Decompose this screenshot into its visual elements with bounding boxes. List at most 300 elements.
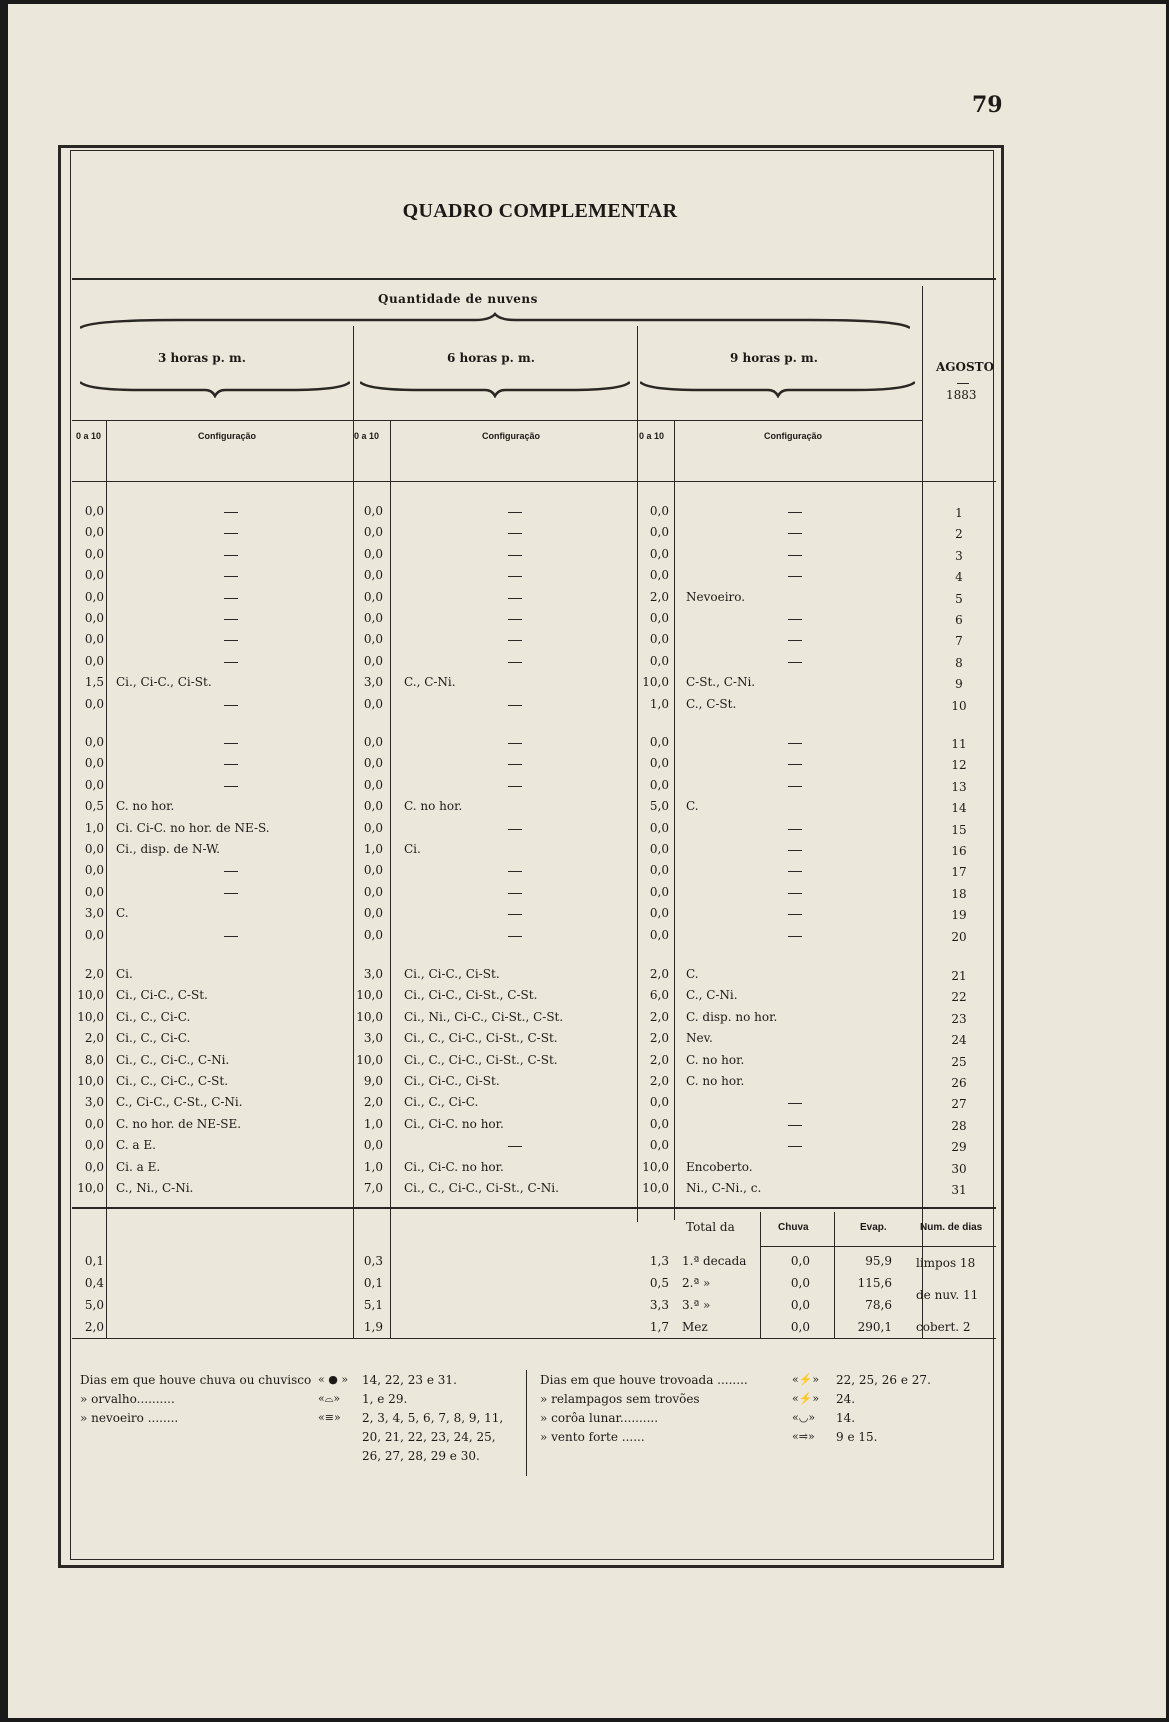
empty-dash	[224, 662, 238, 663]
day-number: 7	[955, 634, 963, 648]
legend-right-label: Dias em que houve trovoada ........	[540, 1373, 748, 1387]
value-6h: 1,0	[363, 842, 383, 856]
value-6h: 0,0	[363, 547, 383, 561]
value-3h: 3,0	[84, 906, 104, 920]
value-6h: 0,0	[363, 799, 383, 813]
empty-dash	[224, 893, 238, 894]
value-9h: 2,0	[649, 1031, 669, 1045]
config-9h-cell: C., C-St.	[686, 697, 737, 711]
col-divider	[106, 420, 107, 1338]
empty-dash	[508, 640, 522, 641]
summary-evap: 115,6	[857, 1276, 892, 1290]
value-9h: 0,0	[649, 568, 669, 582]
legend-left-days: 2, 3, 4, 5, 6, 7, 8, 9, 11,	[362, 1411, 504, 1425]
value-9h: 0,0	[649, 735, 669, 749]
config-3h-cell: Ci. a E.	[116, 1160, 161, 1174]
value-3h: 0,5	[84, 799, 104, 813]
config-6h-cell: C. no hor.	[404, 799, 463, 813]
day-number: 21	[951, 969, 967, 983]
config-3h-cell: Ci., C., Ci-C.	[116, 1010, 191, 1024]
empty-dash	[224, 512, 238, 513]
day-number: 17	[951, 865, 967, 879]
scale-6h: 0 a 10	[354, 431, 380, 441]
empty-dash	[508, 598, 522, 599]
summary-chuva: 0,0	[790, 1254, 810, 1268]
clouds-header: Quantidade de nuvens	[378, 292, 538, 306]
value-3h: 1,5	[84, 675, 104, 689]
config-9h-cell: C.	[686, 799, 699, 813]
empty-dash	[508, 914, 522, 915]
day-number: 28	[951, 1119, 967, 1133]
summary-chuva: 0,0	[790, 1320, 810, 1334]
summary-6h: 0,1	[363, 1276, 383, 1290]
legend-left-label: » nevoeiro ........	[80, 1411, 179, 1425]
summary-6h: 0,3	[363, 1254, 383, 1268]
empty-dash	[508, 619, 522, 620]
value-9h: 0,0	[649, 504, 669, 518]
summary-3h: 2,0	[84, 1320, 104, 1334]
config-6h-cell: Ci., C., Ci-C., Ci-St., C-St.	[404, 1053, 558, 1067]
summary-col	[760, 1212, 761, 1338]
value-9h: 0,0	[649, 547, 669, 561]
limpos-count: limpos 18	[916, 1256, 976, 1270]
value-6h: 0,0	[363, 568, 383, 582]
empty-dash	[508, 662, 522, 663]
empty-dash	[788, 743, 802, 744]
value-9h: 0,0	[649, 654, 669, 668]
value-3h: 0,0	[84, 1117, 104, 1131]
day-number: 10	[951, 699, 967, 713]
legend-right-label: » vento forte ......	[540, 1430, 645, 1444]
value-9h: 0,0	[649, 1138, 669, 1152]
empty-dash	[224, 576, 238, 577]
value-3h: 0,0	[84, 611, 104, 625]
legend-right-days: 9 e 15.	[836, 1430, 878, 1444]
page-number: 79	[972, 92, 1003, 118]
value-9h: 0,0	[649, 821, 669, 835]
day-number: 24	[951, 1033, 967, 1047]
day-number: 4	[955, 570, 963, 584]
summary-rule	[760, 1246, 996, 1247]
config-9h-cell: C-St., C-Ni.	[686, 675, 756, 689]
value-6h: 0,0	[363, 590, 383, 604]
col-divider	[922, 286, 923, 1338]
row-divider	[72, 1207, 996, 1209]
value-9h: 0,0	[649, 863, 669, 877]
summary-9h: 3,3	[649, 1298, 669, 1312]
empty-dash	[788, 871, 802, 872]
empty-dash	[788, 662, 802, 663]
config-6h-cell: Ci., Ni., Ci-C., Ci-St., C-St.	[404, 1010, 564, 1024]
year-label: 1883	[946, 388, 977, 402]
value-6h: 3,0	[363, 1031, 383, 1045]
value-3h: 0,0	[84, 1160, 104, 1174]
config-9h-cell: Encoberto.	[686, 1160, 753, 1174]
value-9h: 0,0	[649, 1117, 669, 1131]
value-3h: 0,0	[84, 504, 104, 518]
value-9h: 2,0	[649, 1010, 669, 1024]
day-number: 9	[955, 677, 963, 691]
empty-dash	[224, 619, 238, 620]
config-6h-cell: Ci., Ci-C., Ci-St.	[404, 1074, 500, 1088]
empty-dash	[224, 705, 238, 706]
day-number: 2	[955, 527, 963, 541]
value-3h: 0,0	[84, 697, 104, 711]
legend-left-label: Dias em que houve chuva ou chuvisco	[80, 1373, 312, 1387]
config-6h-cell: Ci., Ci-C., Ci-St., C-St.	[404, 988, 538, 1002]
config-3h-cell: Ci., C., Ci-C., C-St.	[116, 1074, 229, 1088]
day-number: 11	[951, 737, 967, 751]
day-number: 27	[951, 1097, 967, 1111]
value-3h: 10,0	[77, 1181, 104, 1195]
empty-dash	[788, 914, 802, 915]
empty-dash	[788, 512, 802, 513]
summary-9h: 1,7	[649, 1320, 669, 1334]
empty-dash	[508, 829, 522, 830]
config-9h: Configuração	[764, 431, 823, 441]
period-3h-label: 3 horas p. m.	[158, 351, 246, 365]
value-6h: 0,0	[363, 756, 383, 770]
value-6h: 1,0	[363, 1160, 383, 1174]
value-3h: 2,0	[84, 967, 104, 981]
day-number: 6	[955, 613, 963, 627]
value-6h: 0,0	[363, 525, 383, 539]
summary-evap: 95,9	[865, 1254, 892, 1268]
value-9h: 0,0	[649, 611, 669, 625]
legend-divider	[526, 1370, 527, 1476]
config-3h-cell: C.	[116, 906, 129, 920]
value-6h: 2,0	[363, 1095, 383, 1109]
config-3h: Configuração	[198, 431, 257, 441]
config-6h-cell: Ci., Ci-C. no hor.	[404, 1117, 504, 1131]
row-divider	[72, 1338, 996, 1339]
value-3h: 0,0	[84, 735, 104, 749]
value-6h: 0,0	[363, 821, 383, 835]
value-9h: 0,0	[649, 842, 669, 856]
cobert-count: cobert. 2	[916, 1320, 971, 1334]
empty-dash	[508, 936, 522, 937]
value-6h: 0,0	[363, 735, 383, 749]
value-3h: 0,0	[84, 1138, 104, 1152]
value-3h: 0,0	[84, 842, 104, 856]
value-9h: 10,0	[642, 1181, 669, 1195]
value-6h: 10,0	[356, 1053, 383, 1067]
value-9h: 0,0	[649, 632, 669, 646]
empty-dash	[224, 640, 238, 641]
month-dash	[957, 383, 969, 384]
empty-dash	[508, 576, 522, 577]
empty-dash	[788, 893, 802, 894]
value-3h: 10,0	[77, 988, 104, 1002]
value-3h: 0,0	[84, 654, 104, 668]
value-3h: 10,0	[77, 1010, 104, 1024]
legend-left-days: 20, 21, 22, 23, 24, 25,	[362, 1430, 496, 1444]
value-6h: 3,0	[363, 675, 383, 689]
row-divider	[72, 420, 922, 421]
legend-left-days: 26, 27, 28, 29 e 30.	[362, 1449, 480, 1463]
config-6h-cell: C., C-Ni.	[404, 675, 456, 689]
empty-dash	[788, 936, 802, 937]
empty-dash	[224, 786, 238, 787]
value-9h: 2,0	[649, 967, 669, 981]
brace-top-icon	[80, 312, 910, 332]
config-3h-cell: C. a E.	[116, 1138, 156, 1152]
day-number: 30	[951, 1162, 967, 1176]
value-3h: 10,0	[77, 1074, 104, 1088]
value-6h: 0,0	[363, 1138, 383, 1152]
empty-dash	[508, 871, 522, 872]
value-3h: 0,0	[84, 863, 104, 877]
config-3h-cell: Ci.	[116, 967, 133, 981]
value-3h: 1,0	[84, 821, 104, 835]
empty-dash	[788, 850, 802, 851]
config-6h-cell: Ci., Ci-C. no hor.	[404, 1160, 504, 1174]
value-3h: 2,0	[84, 1031, 104, 1045]
legend-left-days: 1, e 29.	[362, 1392, 408, 1406]
legend-left-symbol: « ● »	[318, 1373, 349, 1386]
day-number: 23	[951, 1012, 967, 1026]
config-6h-cell: Ci., C., Ci-C., Ci-St., C-St.	[404, 1031, 558, 1045]
config-3h-cell: C., Ni., C-Ni.	[116, 1181, 194, 1195]
empty-dash	[508, 533, 522, 534]
empty-dash	[788, 619, 802, 620]
value-9h: 1,0	[649, 697, 669, 711]
config-6h-cell: Ci., C., Ci-C., Ci-St., C-Ni.	[404, 1181, 559, 1195]
empty-dash	[508, 555, 522, 556]
empty-dash	[788, 829, 802, 830]
month-label: AGOSTO	[936, 360, 995, 374]
summary-9h: 0,5	[649, 1276, 669, 1290]
day-number: 3	[955, 549, 963, 563]
brace-3h-icon	[80, 378, 350, 398]
value-6h: 0,0	[363, 928, 383, 942]
day-number: 18	[951, 887, 967, 901]
value-3h: 0,0	[84, 525, 104, 539]
value-9h: 6,0	[649, 988, 669, 1002]
day-number: 20	[951, 930, 967, 944]
empty-dash	[788, 1146, 802, 1147]
empty-dash	[508, 786, 522, 787]
empty-dash	[508, 1146, 522, 1147]
summary-evap: 290,1	[857, 1320, 892, 1334]
config-3h-cell: Ci., C., Ci-C., C-Ni.	[116, 1053, 230, 1067]
legend-right-symbol: «⥤»	[792, 1430, 815, 1443]
value-6h: 7,0	[363, 1181, 383, 1195]
value-3h: 0,0	[84, 568, 104, 582]
value-6h: 0,0	[363, 885, 383, 899]
summary-period: 2.ª »	[682, 1276, 711, 1290]
value-6h: 0,0	[363, 697, 383, 711]
scale-3h: 0 a 10	[76, 431, 102, 441]
numdias-header: Num. de dias	[920, 1222, 983, 1233]
summary-evap: 78,6	[865, 1298, 892, 1312]
day-number: 1	[955, 506, 963, 520]
title-divider	[72, 278, 996, 280]
config-9h-cell: Nevoeiro.	[686, 590, 746, 604]
legend-right-symbol: «◡»	[792, 1411, 816, 1424]
empty-dash	[224, 764, 238, 765]
scale-9h: 0 a 10	[639, 431, 665, 441]
value-6h: 0,0	[363, 632, 383, 646]
value-3h: 0,0	[84, 778, 104, 792]
total-label: Total da	[686, 1220, 735, 1234]
config-3h-cell: Ci., disp. de N-W.	[116, 842, 220, 856]
empty-dash	[508, 893, 522, 894]
value-6h: 0,0	[363, 504, 383, 518]
value-9h: 10,0	[642, 1160, 669, 1174]
legend-right-days: 22, 25, 26 e 27.	[836, 1373, 931, 1387]
day-number: 19	[951, 908, 967, 922]
empty-dash	[508, 743, 522, 744]
value-9h: 0,0	[649, 756, 669, 770]
value-3h: 0,0	[84, 590, 104, 604]
day-number: 12	[951, 758, 967, 772]
config-6h-cell: Ci., C., Ci-C.	[404, 1095, 479, 1109]
value-9h: 0,0	[649, 885, 669, 899]
legend-right-symbol: «⚡»	[792, 1392, 820, 1405]
chuva-header: Chuva	[778, 1222, 809, 1233]
value-9h: 0,0	[649, 906, 669, 920]
empty-dash	[788, 786, 802, 787]
row-divider	[72, 481, 996, 482]
summary-6h: 1,9	[363, 1320, 383, 1334]
legend-left-label: » orvalho..........	[80, 1392, 175, 1406]
summary-6h: 5,1	[363, 1298, 383, 1312]
config-9h-cell: C. no hor.	[686, 1053, 745, 1067]
summary-3h: 0,4	[84, 1276, 104, 1290]
value-6h: 10,0	[356, 988, 383, 1002]
value-6h: 0,0	[363, 778, 383, 792]
value-3h: 0,0	[84, 928, 104, 942]
empty-dash	[508, 764, 522, 765]
day-number: 16	[951, 844, 967, 858]
col-divider	[390, 420, 391, 1338]
config-3h-cell: Ci., Ci-C., Ci-St.	[116, 675, 212, 689]
config-9h-cell: Ni., C-Ni., c.	[686, 1181, 762, 1195]
page-title: QUADRO COMPLEMENTAR	[402, 200, 678, 222]
value-9h: 0,0	[649, 1095, 669, 1109]
empty-dash	[788, 1103, 802, 1104]
config-9h-cell: C.	[686, 967, 699, 981]
value-6h: 3,0	[363, 967, 383, 981]
day-number: 15	[951, 823, 967, 837]
summary-chuva: 0,0	[790, 1298, 810, 1312]
empty-dash	[224, 936, 238, 937]
value-3h: 0,0	[84, 547, 104, 561]
config-6h-cell: Ci.	[404, 842, 421, 856]
empty-dash	[224, 555, 238, 556]
value-9h: 2,0	[649, 1074, 669, 1088]
empty-dash	[788, 640, 802, 641]
brace-9h-icon	[640, 378, 915, 398]
empty-dash	[508, 705, 522, 706]
empty-dash	[508, 512, 522, 513]
value-9h: 5,0	[649, 799, 669, 813]
config-9h-cell: Nev.	[686, 1031, 713, 1045]
empty-dash	[788, 1125, 802, 1126]
config-6h: Configuração	[482, 431, 541, 441]
day-number: 25	[951, 1055, 967, 1069]
config-3h-cell: C. no hor. de NE-SE.	[116, 1117, 242, 1131]
empty-dash	[224, 743, 238, 744]
legend-left-days: 14, 22, 23 e 31.	[362, 1373, 457, 1387]
day-number: 13	[951, 780, 967, 794]
value-3h: 8,0	[84, 1053, 104, 1067]
value-9h: 2,0	[649, 1053, 669, 1067]
value-3h: 0,0	[84, 756, 104, 770]
evap-header: Evap.	[860, 1222, 887, 1233]
day-number: 8	[955, 656, 963, 670]
empty-dash	[224, 598, 238, 599]
summary-3h: 0,1	[84, 1254, 104, 1268]
summary-9h: 1,3	[649, 1254, 669, 1268]
empty-dash	[224, 871, 238, 872]
summary-chuva: 0,0	[790, 1276, 810, 1290]
config-6h-cell: Ci., Ci-C., Ci-St.	[404, 967, 500, 981]
config-3h-cell: Ci. Ci-C. no hor. de NE-S.	[116, 821, 270, 835]
value-9h: 10,0	[642, 675, 669, 689]
day-number: 26	[951, 1076, 967, 1090]
day-number: 31	[951, 1183, 967, 1197]
period-6h-label: 6 horas p. m.	[447, 351, 535, 365]
value-6h: 0,0	[363, 906, 383, 920]
value-6h: 9,0	[363, 1074, 383, 1088]
period-9h-label: 9 horas p. m.	[730, 351, 818, 365]
config-9h-cell: C., C-Ni.	[686, 988, 738, 1002]
value-6h: 0,0	[363, 611, 383, 625]
value-6h: 0,0	[363, 863, 383, 877]
day-number: 5	[955, 592, 963, 606]
legend-right-days: 14.	[836, 1411, 856, 1425]
legend-right-days: 24.	[836, 1392, 856, 1406]
value-9h: 2,0	[649, 590, 669, 604]
config-9h-cell: C. no hor.	[686, 1074, 745, 1088]
value-6h: 0,0	[363, 654, 383, 668]
legend-right-symbol: «⚡»	[792, 1373, 820, 1386]
summary-period: Mez	[682, 1320, 708, 1334]
config-9h-cell: C. disp. no hor.	[686, 1010, 778, 1024]
empty-dash	[788, 533, 802, 534]
config-3h-cell: Ci., Ci-C., C-St.	[116, 988, 208, 1002]
brace-6h-icon	[360, 378, 630, 398]
day-number: 22	[951, 990, 967, 1004]
value-9h: 0,0	[649, 928, 669, 942]
legend-left-symbol: «⌓»	[318, 1392, 341, 1405]
empty-dash	[224, 533, 238, 534]
day-number: 29	[951, 1140, 967, 1154]
empty-dash	[788, 576, 802, 577]
value-6h: 1,0	[363, 1117, 383, 1131]
value-9h: 0,0	[649, 525, 669, 539]
value-3h: 0,0	[84, 632, 104, 646]
legend-right-label: » relampagos sem trovões	[540, 1392, 700, 1406]
config-3h-cell: Ci., C., Ci-C.	[116, 1031, 191, 1045]
config-3h-cell: C. no hor.	[116, 799, 175, 813]
nuv-count: de nuv. 11	[916, 1288, 979, 1302]
empty-dash	[788, 764, 802, 765]
summary-period: 1.ª decada	[682, 1254, 747, 1268]
summary-3h: 5,0	[84, 1298, 104, 1312]
day-number: 14	[951, 801, 967, 815]
legend-right-label: » corôa lunar..........	[540, 1411, 659, 1425]
value-9h: 0,0	[649, 778, 669, 792]
summary-period: 3.ª »	[682, 1298, 711, 1312]
legend-left-symbol: «≡»	[318, 1411, 341, 1424]
value-6h: 10,0	[356, 1010, 383, 1024]
empty-dash	[788, 555, 802, 556]
summary-col	[834, 1212, 835, 1338]
value-3h: 3,0	[84, 1095, 104, 1109]
